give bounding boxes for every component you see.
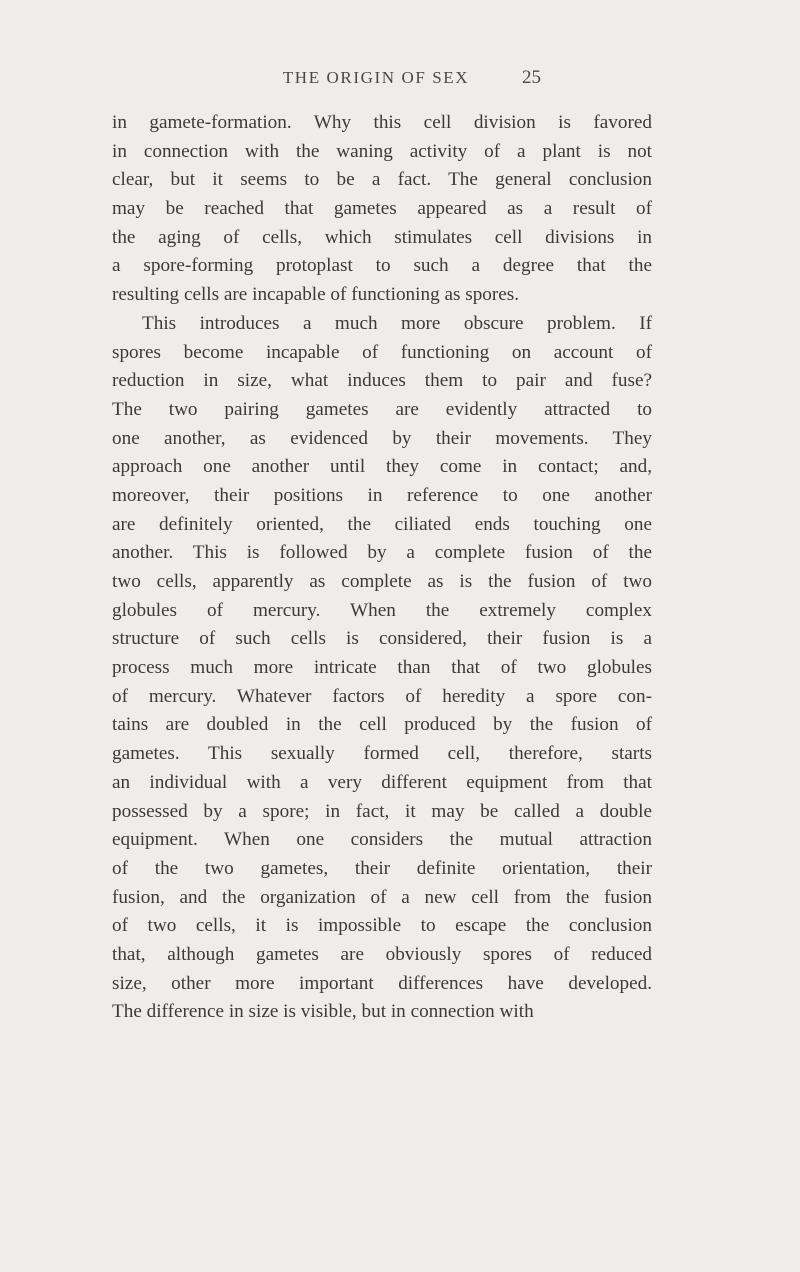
text-line: fusion, and the organization of a new cell from the fusion [112,886,652,908]
text-line: The two pairing gametes are evidently attracted to [112,398,652,420]
text-line: another. This is followed by a complete fusion of the [112,542,652,564]
text-line: approach one another until they come in contact; and, [112,456,652,478]
text-line: a spore-forming protoplast to such a degree that the [112,255,652,277]
text-line: possessed by a spore; in fact, it may be called a double [112,800,652,822]
text-line: in connection with the waning activity of a plant is not [112,140,652,162]
text-line: of mercury. Whatever factors of heredity a spore con- [112,685,652,707]
text-line: resulting cells are incapable of functioning as spores. [112,284,520,306]
running-title: THE ORIGIN OF SEX [282,68,470,87]
text-line: structure of such cells is considered, their fusion is a [112,628,652,650]
text-line: tains are doubled in the cell produced by the fusion of [112,714,652,736]
text-line: may be reached that gametes appeared as a result of [112,198,652,220]
text-line: that, although gametes are obviously spores of reduced [112,943,652,965]
text-line: moreover, their positions in reference to one another [112,484,652,506]
text-line: equipment. When one considers the mutual attraction [112,829,652,851]
text-line: the aging of cells, which stimulates cell divisions in [112,226,652,248]
text-line: of the two gametes, their definite orientation, their [112,857,652,879]
text-line: gametes. This sexually formed cell, therefore, starts [112,743,652,765]
text-line: in gamete-formation. Why this cell division is favored [112,112,652,133]
text-line: two cells, apparently as complete as is the fusion of two [112,571,652,592]
paragraph-start-line: This introduces a much more obscure problem. If [142,312,652,334]
text-line: reduction in size, what induces them to pair and fuse? [112,370,652,392]
page-number: 25 [522,67,541,88]
text-line: clear, but it seems to be a fact. The general conclusion [112,169,652,191]
text-line: an individual with a very different equipment from that [112,771,652,793]
page-header [0,63,800,93]
text-line: one another, as evidenced by their movements. They [112,427,652,449]
text-line: The difference in size is visible, but in connection with [112,1001,534,1023]
text-line: of two cells, it is impossible to escape the conclusion [112,915,652,937]
text-line: spores become incapable of functioning on account of [112,341,652,363]
text-line: globules of mercury. When the extremely complex [112,599,652,621]
text-line: are definitely oriented, the ciliated ends touching one [112,513,652,535]
text-line: process much more intricate than that of two globules [112,657,652,679]
text-line: size, other more important differences have developed. [112,972,652,994]
body-text [112,109,652,1027]
